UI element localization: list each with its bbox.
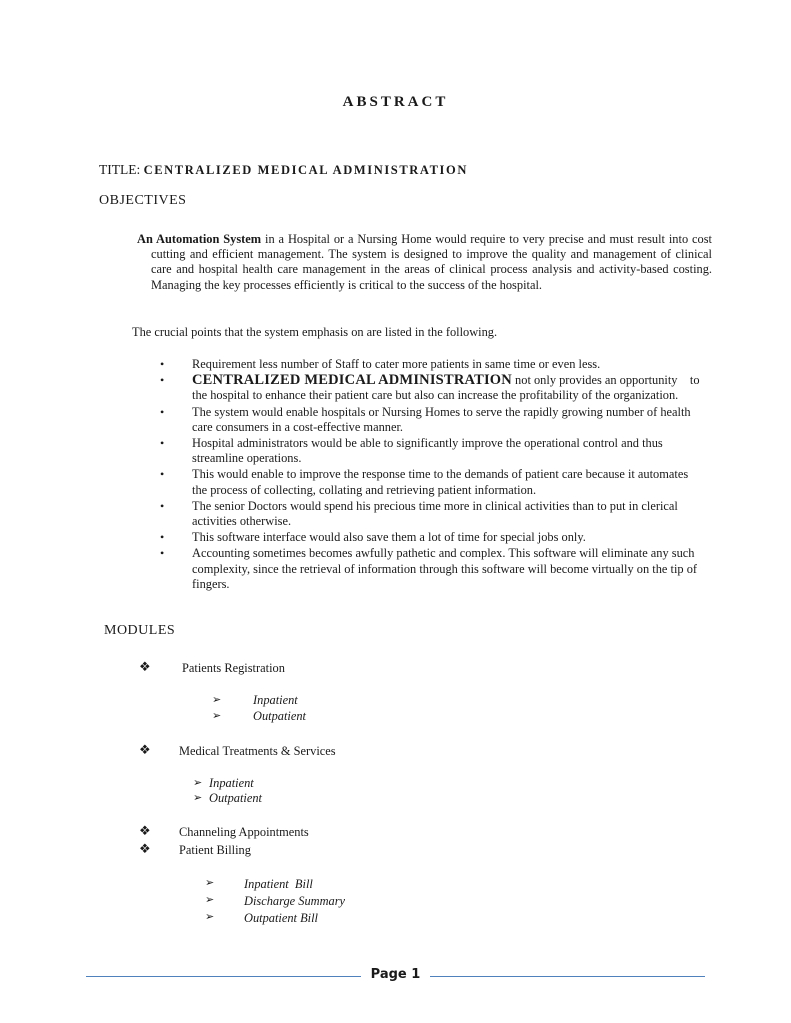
list-item <box>160 372 719 403</box>
arrow-bullet-icon: ➢ <box>205 894 215 906</box>
bullet-icon: • <box>160 373 165 388</box>
list-item <box>160 405 705 435</box>
page-number <box>0 967 791 982</box>
submodule-inpatient: Inpatient <box>253 693 298 707</box>
objectives-paragraph <box>137 232 712 293</box>
bullet-icon: • <box>160 436 165 451</box>
title-value: CENTRALIZED MEDICAL ADMINISTRATION <box>143 163 468 177</box>
objectives-text: in a Hospital or a Nursing Home would require to very precise and must result into cost cutting and efficient management. The system is designed to improve the quality and management of clinical care and hospital health care management in the areas of clinical process analysis and activity-based costing. Managing the key processes efficiently is critical to the success of the hospital. <box>151 232 712 292</box>
modules-heading: MODULES <box>104 623 176 638</box>
bullet-icon: • <box>160 546 165 561</box>
arrow-bullet-icon: ➢ <box>212 694 222 706</box>
list-item-text: Requirement less number of Staff to cater more patients in same time or even less. <box>192 357 601 371</box>
list-item <box>160 357 705 372</box>
title-label: TITLE: <box>99 162 141 177</box>
list-item-text: The senior Doctors would spend his precious time more in clinical activities than to put in clerical activities otherwise. <box>192 498 678 529</box>
crucial-points-list <box>160 357 719 593</box>
diamond-bullet-icon: ❖ <box>139 659 151 674</box>
module-patient-billing: Patient Billing <box>179 843 251 857</box>
module-patients-registration: Patients Registration <box>182 661 285 675</box>
submodule-outpatient: Outpatient <box>209 791 262 805</box>
abstract-heading: ABSTRACT <box>342 94 449 110</box>
list-item-text: not only provides an opportunity to the hospital to enhance their patient care but also can increase the profitability of the organization. <box>192 373 719 403</box>
list-item <box>160 499 705 529</box>
arrow-bullet-icon: ➢ <box>205 877 215 889</box>
submodule-inpatient: Inpatient <box>209 776 254 790</box>
bullet-icon: • <box>160 467 165 482</box>
arrow-bullet-icon: ➢ <box>193 777 203 789</box>
bullet-icon: • <box>160 404 165 419</box>
arrow-bullet-icon: ➢ <box>212 710 222 722</box>
list-item-text: This software interface would also save them a lot of time for special jobs only. <box>192 530 586 545</box>
objectives-lead: An Automation System <box>137 232 262 246</box>
submodule-outpatient-bill: Outpatient Bill <box>244 911 318 925</box>
list-item <box>160 530 705 545</box>
bullet-icon: • <box>160 530 165 545</box>
module-channeling-appointments: Channeling Appointments <box>179 825 309 839</box>
list-item-text: The system would enable hospitals or Nursing Homes to serve the rapidly growing number of health care consumers in a cost-effective manner. <box>192 404 691 434</box>
diamond-bullet-icon: ❖ <box>139 841 151 856</box>
bullet-icon: • <box>160 357 165 371</box>
diamond-bullet-icon: ❖ <box>139 742 151 757</box>
list-item-strong: CENTRALIZED MEDICAL ADMINISTRATION <box>192 372 512 389</box>
list-item <box>160 467 705 497</box>
submodule-outpatient: Outpatient <box>253 709 306 723</box>
diamond-bullet-icon: ❖ <box>139 823 151 838</box>
list-item <box>160 546 705 592</box>
crucial-points-intro: The crucial points that the system emphasis on are listed in the following. <box>132 325 498 339</box>
submodule-inpatient-bill: Inpatient Bill <box>244 877 313 891</box>
bullet-icon: • <box>160 498 165 513</box>
arrow-bullet-icon: ➢ <box>193 792 203 804</box>
list-item-text: Accounting sometimes becomes awfully pathetic and complex. This software will eliminate any such complexity, since the retrieval of information through this software will become virtually on the tip of fingers. <box>192 546 698 591</box>
document-title <box>99 162 468 178</box>
objectives-heading: OBJECTIVES <box>99 193 187 208</box>
list-item <box>160 436 705 466</box>
arrow-bullet-icon: ➢ <box>205 911 215 923</box>
list-item-text: Hospital administrators would be able to significantly improve the operational control and thus streamline operations. <box>192 436 663 466</box>
module-medical-treatments: Medical Treatments & Services <box>179 744 336 758</box>
submodule-discharge-summary: Discharge Summary <box>244 894 346 908</box>
page-number-label: Page 1 <box>361 967 431 982</box>
list-item-text: This would enable to improve the response time to the demands of patient care because it automates the process of collecting, collating and retrieving patient information. <box>192 467 689 497</box>
